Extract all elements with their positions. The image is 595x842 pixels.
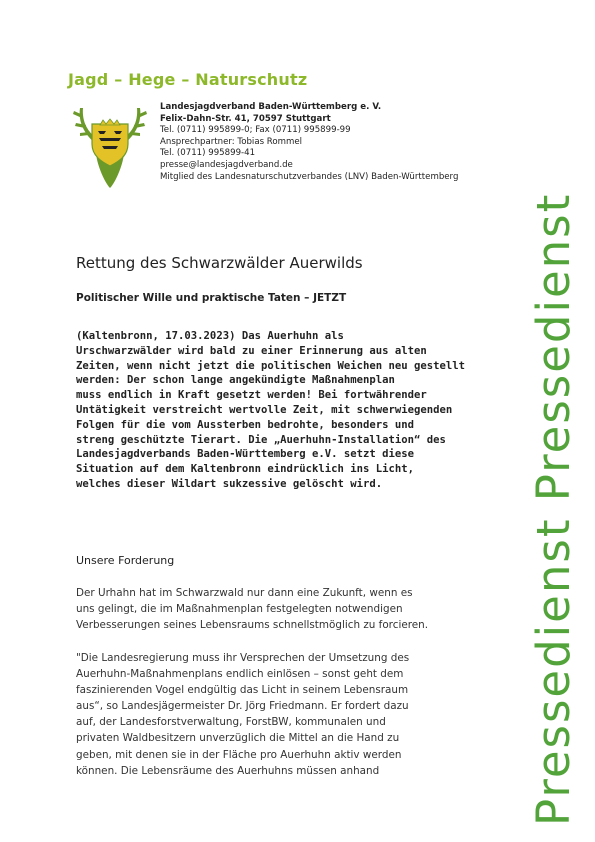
lead-line: Situation auf dem Kaltenbronn eindrücklich ins Licht, bbox=[76, 463, 415, 476]
lead-line: Folgen für die vom Aussterben bedrohte, besonders und bbox=[76, 418, 415, 431]
paragraph-line: können. Die Lebensräume des Auerhuhns müssen anhand bbox=[76, 764, 380, 777]
paragraph-line: Auerhuhn-Maßnahmenplans endlich einlösen – sonst geht dem bbox=[76, 668, 404, 681]
org-email-link[interactable]: presse@landesjagdverband.de bbox=[160, 159, 293, 170]
lead-line: Urschwarzwälder wird bald zu einer Erinnerung aus alten bbox=[76, 344, 427, 357]
paragraph-line: Der Urhahn hat im Schwarzwald nur dann eine Zukunft, wenn es bbox=[76, 587, 413, 599]
lead-line: (Kaltenbronn, 17.03.2023) Das Auerhuhn als bbox=[76, 330, 344, 342]
paragraph-line: "Die Landesregierung muss ihr Versprechen der Umsetzung des bbox=[76, 652, 410, 664]
org-phone-fax: Tel. (0711) 995899-0; Fax (0711) 995899-99 bbox=[160, 125, 351, 136]
tagline: Jagd – Hege – Naturschutz bbox=[68, 70, 308, 89]
lead-line: streng geschützte Tierart. Die „Auerhuhn-Installation“ des bbox=[76, 433, 446, 446]
paragraph-line: geben, mit denen sie in der Fläche pro Auerhuhn aktiv werden bbox=[76, 748, 402, 761]
paragraph-line: aus“, so Landesjägermeister Dr. Jörg Friedmann. Er fordert dazu bbox=[76, 700, 409, 713]
org-contact-phone: Tel. (0711) 995899-41 bbox=[160, 148, 256, 159]
article-lead-paragraph bbox=[76, 329, 526, 492]
association-crest-logo bbox=[70, 104, 150, 192]
body-paragraph-2 bbox=[76, 650, 526, 779]
paragraph-line: privaten Waldbesitzern unverzüglich die Mittel an die Hand zu bbox=[76, 732, 400, 745]
paragraph-line: uns gelingt, die im Maßnahmenplan festgelegten notwendigen bbox=[76, 603, 403, 615]
lead-line: Untätigkeit verstreicht wertvolle Zeit, mit schwerwiegenden bbox=[76, 403, 453, 416]
lead-line: Zeiten, wenn nicht jetzt die politischen Weichen neu gestellt bbox=[76, 359, 466, 372]
org-membership: Mitglied des Landesnaturschutzverbandes (LNV) Baden-Württemberg bbox=[160, 171, 459, 182]
org-contact-person: Ansprechpartner: Tobias Rommel bbox=[160, 136, 303, 147]
section-heading: Unsere Forderung bbox=[76, 554, 175, 567]
paragraph-line: Verbesserungen seines Lebensraums schnellstmöglich zu forcieren. bbox=[76, 619, 429, 631]
paragraph-line: faszinierenden Vogel endgültig das Licht in seinem Lebensraum bbox=[76, 684, 409, 697]
lead-line: welches dieser Wildart sukzessive gelöscht wird. bbox=[76, 477, 383, 490]
lead-line: werden: Der schon lange angekündigte Maßnahmenplan bbox=[76, 374, 395, 387]
lead-line: Landesjagdverbands Baden-Württemberg e.V. setzt diese bbox=[76, 448, 415, 461]
org-name: Landesjagdverband Baden-Württemberg e. V. bbox=[160, 102, 382, 112]
organization-contact-block bbox=[160, 102, 540, 183]
pressedienst-sidebar-label: Pressedienst Pressedienst bbox=[527, 192, 580, 826]
org-address: Felix-Dahn-Str. 41, 70597 Stuttgart bbox=[160, 113, 331, 124]
article-subtitle: Politischer Wille und praktische Taten – JETZT bbox=[76, 292, 347, 304]
body-paragraph-1 bbox=[76, 585, 526, 633]
article-title: Rettung des Schwarzwälder Auerwilds bbox=[76, 254, 363, 272]
lead-line: muss endlich in Kraft gesetzt werden! Bei fortwährender bbox=[76, 389, 427, 402]
paragraph-line: auf, der Landesforstverwaltung, ForstBW, kommunalen und bbox=[76, 716, 386, 729]
